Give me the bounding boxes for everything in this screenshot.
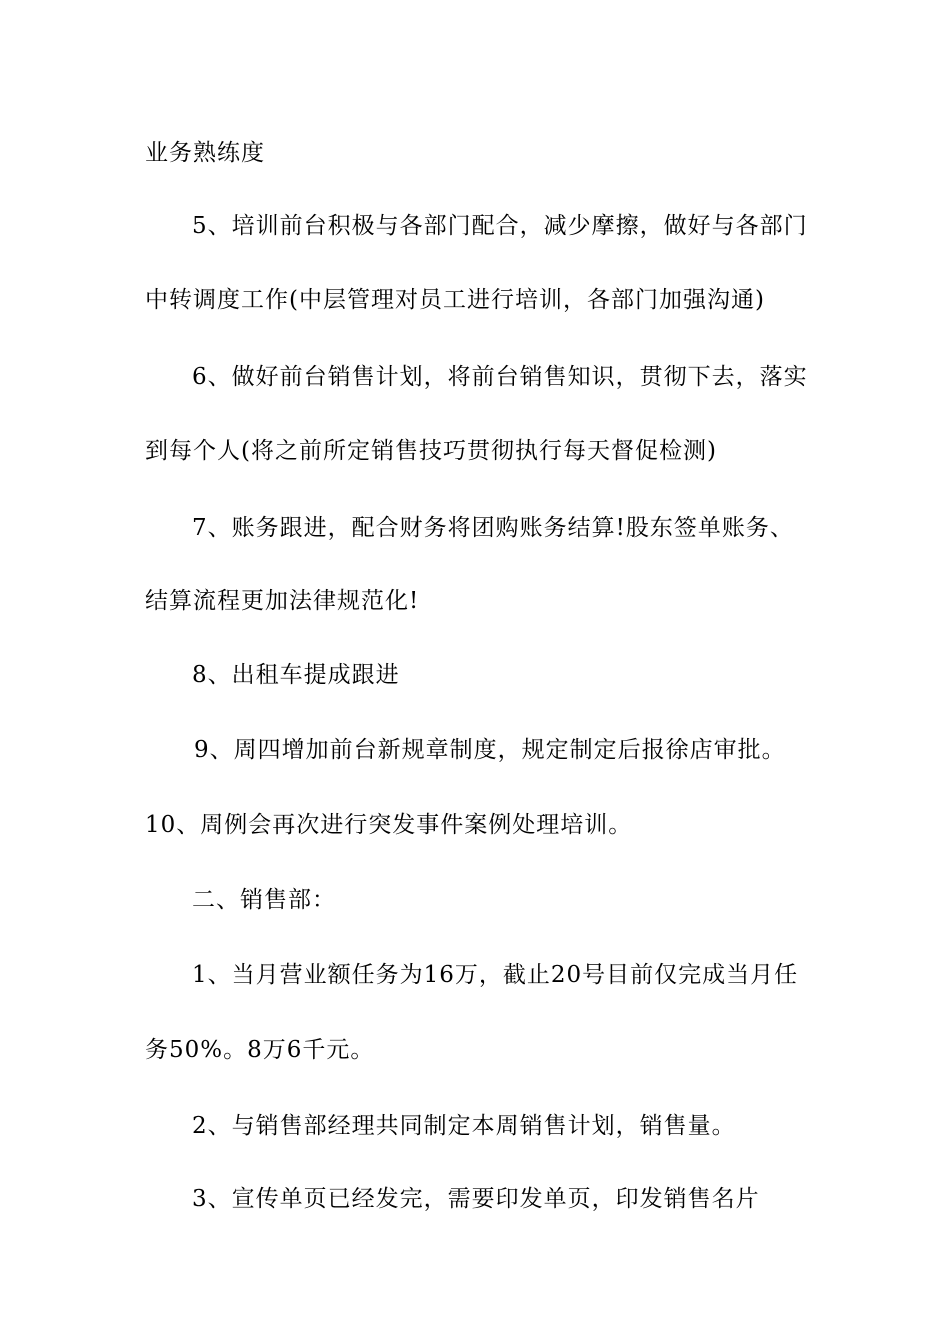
text-line: 5、培训前台积极与各部门配合，减少摩擦，做好与各部门 bbox=[192, 213, 808, 239]
text-line: 7、账务跟进，配合财务将团购账务结算!股东签单账务、 bbox=[192, 515, 794, 541]
text-line: 中转调度工作(中层管理对员工进行培训，各部门加强沟通) bbox=[145, 287, 765, 313]
text-line: 8、出租车提成跟进 bbox=[192, 662, 400, 688]
text-line: 6、做好前台销售计划，将前台销售知识，贯彻下去，落实 bbox=[192, 364, 808, 390]
text-line: 2、与销售部经理共同制定本周销售计划，销售量。 bbox=[192, 1113, 736, 1139]
text-line: 3、宣传单页已经发完，需要印发单页，印发销售名片 bbox=[192, 1186, 760, 1212]
text-line: 9、周四增加前台新规章制度，规定制定后报徐店审批。 bbox=[194, 737, 786, 763]
text-line: 到每个人(将之前所定销售技巧贯彻执行每天督促检测) bbox=[145, 438, 717, 464]
text-line: 结算流程更加法律规范化! bbox=[145, 588, 420, 614]
section-heading: 二、销售部： bbox=[192, 887, 336, 913]
text-line: 10、周例会再次进行突发事件案例处理培训。 bbox=[145, 812, 633, 838]
text-line: 1、当月营业额任务为16万，截止20号目前仅完成当月任 bbox=[192, 962, 799, 988]
text-line: 务50%。8万6千元。 bbox=[145, 1037, 375, 1063]
text-line: 业务熟练度 bbox=[145, 140, 265, 166]
